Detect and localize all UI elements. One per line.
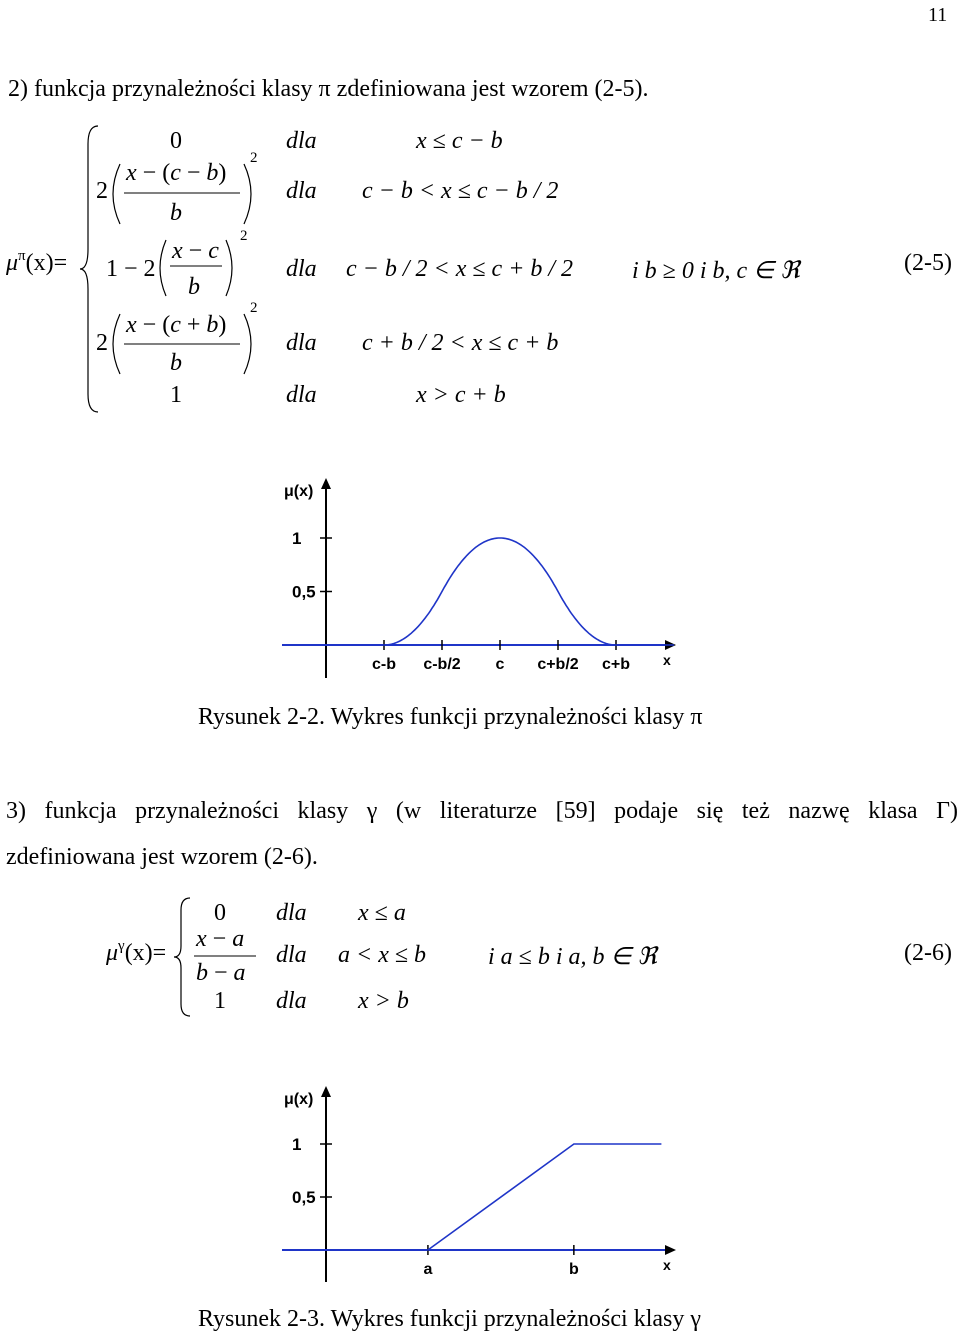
eq26-cond-1: x ≤ a [358,900,406,926]
x-tick-label: c [495,656,505,673]
y-axis-arrow [321,1086,331,1097]
eq25-dla-4: dla [286,330,317,356]
x-tick-label: c-b/2 [423,656,461,673]
y-tick-label: 0,5 [292,582,316,602]
eq25-cond-5: x > c + b [416,382,506,408]
y-axis-label: μ(x) [284,1091,314,1108]
x-axis-label: x [663,652,671,668]
gamma-curve [384,1144,661,1250]
eq25-arg: (x)= [25,250,68,276]
chart-gamma-function [270,1080,690,1290]
eq25-dla-1: dla [286,128,317,154]
page-number: 11 [928,4,948,26]
y-tick-label: 0,5 [292,1188,316,1207]
y-axis-label: μ(x) [284,483,314,500]
pi-superscript: π [18,248,26,264]
eq26-cond-3: x > b [358,988,409,1014]
eq26-cond-2: a < x ≤ b [338,942,427,968]
figure-2-3-caption: Rysunek 2-3. Wykres funkcji przynależności klasy γ [198,1306,701,1332]
x-tick-label: c+b [601,656,631,673]
eq26-row1-value: 0 [214,900,226,926]
y-tick-label: 1 [292,529,302,548]
eq26-side-condition: i a ≤ b i a, b ∈ ℜ [488,944,657,970]
eq26-number: (2-6) [904,940,952,966]
x-tick-label: a [423,1261,433,1278]
figure-2-2-caption: Rysunek 2-2. Wykres funkcji przynależności klasy π [198,704,703,730]
item2-text: 2) funkcja przynależności klasy π zdefiniowana jest wzorem (2-5). [8,76,649,102]
mu-symbol: μ [106,940,119,966]
eq26-dla-3: dla [276,988,307,1014]
eq25-cond-4: c + b / 2 < x ≤ c + b [362,330,559,356]
mu-symbol: μ [6,250,19,276]
eq25-cond-1: x ≤ c − b [416,128,503,154]
eq25-dla-5: dla [286,382,317,408]
eq26-arg: (x)= [124,940,167,966]
x-axis-label: x [663,1257,671,1273]
eq25-cond-3: c − b / 2 < x ≤ c + b / 2 [346,256,574,282]
eq26-dla-1: dla [276,900,307,926]
eq25-dla-2: dla [286,178,317,204]
eq26-lhs [106,940,166,967]
chart-pi-function [270,472,690,687]
eq25-brace [78,124,100,414]
y-tick-label: 1 [292,1135,302,1154]
eq25-row1-value: 0 [170,128,182,154]
eq25-side-condition: i b ≥ 0 i b, c ∈ ℜ [632,258,800,284]
item3-line2: zdefiniowana jest wzorem (2-6). [6,844,318,870]
pi-curve [326,538,674,645]
x-tick-label: c-b [372,656,396,673]
x-tick-label: b [568,1261,579,1278]
x-tick-label: c+b/2 [537,656,579,673]
item3-line1: 3) funkcja przynależności klasy γ (w literaturze [59] podaje się też nazwę klasa Γ) [6,798,958,824]
y-axis-arrow [321,478,331,489]
eq26-dla-2: dla [276,942,307,968]
eq25-cond-2: c − b < x ≤ c − b / 2 [362,178,559,204]
eq26-brace [172,896,192,1018]
eq25-row5-value: 1 [170,382,182,408]
x-axis-arrow [665,1245,676,1255]
eq25-dla-3: dla [286,256,317,282]
gamma-superscript: γ [118,938,125,954]
eq26-row3-value: 1 [214,988,226,1014]
eq25-lhs [6,250,67,277]
eq25-number: (2-5) [904,250,952,276]
